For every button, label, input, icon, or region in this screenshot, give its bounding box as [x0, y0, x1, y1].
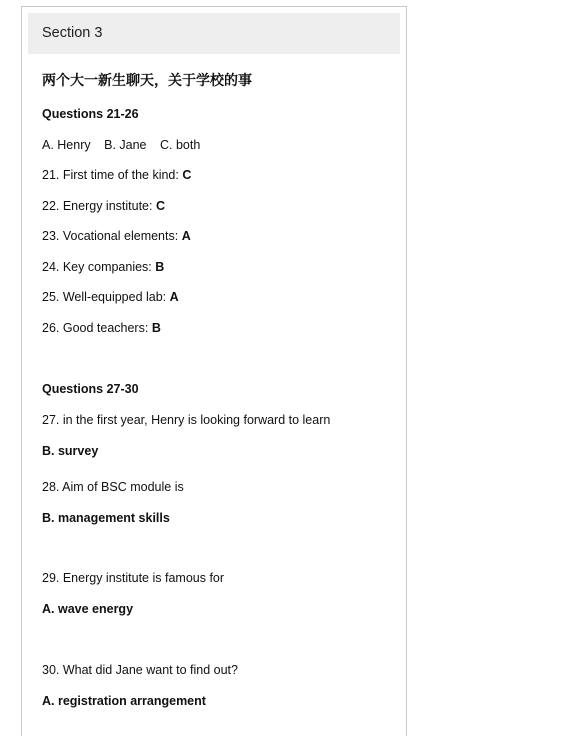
question-text: 22. Energy institute:	[42, 199, 153, 213]
option-legend	[42, 138, 200, 152]
answer: A	[169, 290, 179, 304]
question-text: 21. First time of the kind:	[42, 168, 179, 182]
answer-29: A. wave energy	[42, 602, 134, 616]
answer-30: A. registration arrangement	[42, 694, 206, 708]
section-header	[28, 13, 400, 54]
question-29: 29. Energy institute is famous for	[42, 571, 225, 585]
question-text: 23. Vocational elements:	[42, 229, 179, 243]
question-22	[42, 199, 165, 213]
topic-title: 两个大一新生聊天，关于学校的事	[42, 73, 252, 89]
question-26	[42, 321, 161, 335]
question-28: 28. Aim of BSC module is	[42, 480, 184, 494]
answer: B	[155, 260, 165, 274]
option-c: C. both	[160, 138, 201, 152]
section-title: Section 3	[42, 25, 103, 41]
part1-heading: Questions 21-26	[42, 107, 139, 121]
question-23	[42, 229, 191, 243]
answer-28: B. management skills	[42, 511, 170, 525]
answer-27: B. survey	[42, 444, 99, 458]
question-27: 27. in the first year, Henry is looking forward to learn	[42, 413, 331, 427]
part2-heading: Questions 27-30	[42, 382, 139, 396]
answer: C	[155, 199, 165, 213]
option-b: B. Jane	[104, 138, 147, 152]
answer: B	[151, 321, 161, 335]
question-30: 30. What did Jane want to find out?	[42, 663, 238, 677]
question-text: 24. Key companies:	[42, 260, 152, 274]
question-text: 25. Well-equipped lab:	[42, 290, 167, 304]
option-a: A. Henry	[42, 138, 91, 152]
question-text: 26. Good teachers:	[42, 321, 149, 335]
question-25	[42, 290, 179, 304]
question-21	[42, 168, 191, 182]
question-24	[42, 260, 164, 274]
answer: C	[182, 168, 192, 182]
answer: A	[181, 229, 191, 243]
